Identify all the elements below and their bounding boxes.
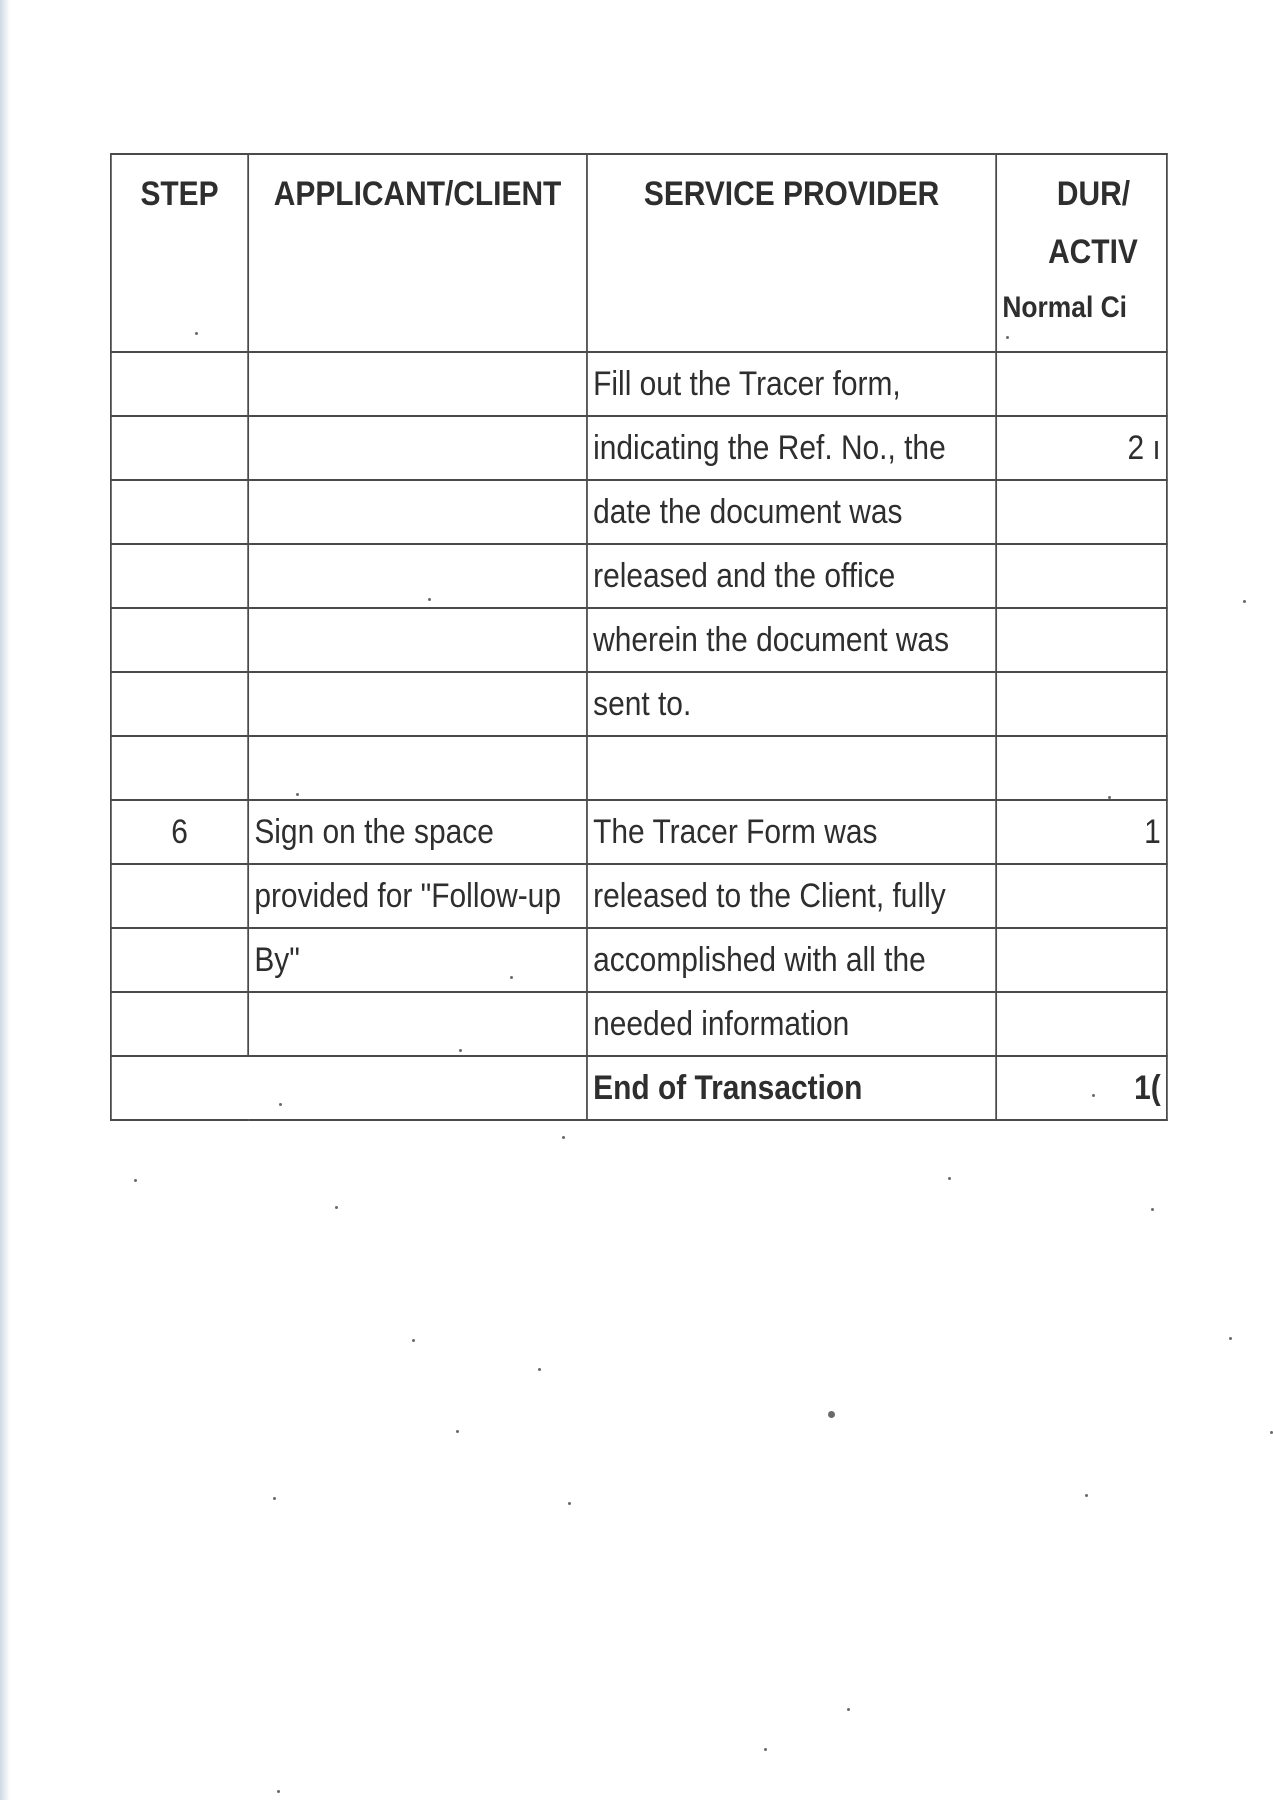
scan-speck (847, 1708, 850, 1711)
header-duration-line2: ACTIV (1048, 233, 1138, 271)
scan-speck (459, 1049, 462, 1052)
cell-duration (996, 544, 1167, 608)
table-row (111, 864, 1167, 928)
header-duration (996, 154, 1167, 352)
table-row (111, 544, 1167, 608)
cell-provider: indicating the Ref. No., the (587, 416, 996, 480)
table-row (111, 672, 1167, 736)
table-row (111, 928, 1167, 992)
scan-speck (948, 1177, 951, 1180)
cell-step: 6 (111, 800, 248, 864)
cell-provider: released to the Client, fully (587, 864, 996, 928)
scan-speck (279, 1103, 282, 1106)
scan-speck (1151, 1208, 1154, 1211)
cell-client (248, 544, 587, 608)
cell-client: Sign on the space (248, 800, 587, 864)
table-row (111, 800, 1167, 864)
cell-step (111, 608, 248, 672)
cell-duration (996, 992, 1167, 1056)
total-duration: 1( (996, 1056, 1167, 1120)
cell-step (111, 416, 248, 480)
scan-speck (510, 976, 513, 979)
cell-duration (996, 672, 1167, 736)
cell-provider: Fill out the Tracer form, (587, 352, 996, 416)
cell-step (111, 992, 248, 1056)
scan-speck (1006, 336, 1009, 339)
cell-duration: 2 ı (996, 416, 1167, 480)
table-header-row (111, 154, 1167, 352)
cell-client (248, 736, 587, 800)
cell-duration (996, 736, 1167, 800)
cell-client (248, 480, 587, 544)
process-steps-table (110, 153, 1168, 1121)
scan-speck (1092, 1094, 1095, 1097)
scan-speck (335, 1206, 338, 1209)
scan-speck (764, 1748, 767, 1751)
scan-speck (412, 1339, 415, 1342)
cell-client: By" (248, 928, 587, 992)
scan-speck (296, 793, 299, 796)
table-row (111, 480, 1167, 544)
cell-step (111, 864, 248, 928)
table-row (111, 608, 1167, 672)
scan-speck (456, 1430, 459, 1433)
scan-speck (277, 1790, 280, 1793)
scan-speck (1108, 796, 1111, 799)
scan-speck (273, 1497, 276, 1500)
cell-step (111, 928, 248, 992)
header-duration-line1: DUR/ (1056, 175, 1131, 213)
table-row (111, 992, 1167, 1056)
cell-duration (996, 480, 1167, 544)
scan-speck (134, 1179, 137, 1182)
cell-step (111, 672, 248, 736)
cell-client: provided for "Follow-up (248, 864, 587, 928)
scan-speck (1229, 1337, 1232, 1340)
cell-duration (996, 928, 1167, 992)
cell-provider: released and the office (587, 544, 996, 608)
cell-provider: wherein the document was (587, 608, 996, 672)
header-duration-line3: Normal Ci (1002, 291, 1128, 324)
cell-step (111, 352, 248, 416)
header-service-provider: SERVICE PROVIDER (587, 154, 996, 352)
scan-speck (538, 1368, 541, 1371)
cell-provider: sent to. (587, 672, 996, 736)
scan-speck (568, 1502, 571, 1505)
end-of-transaction-label: End of Transaction (587, 1056, 996, 1120)
cell-client (248, 672, 587, 736)
cell-client (248, 416, 587, 480)
cell-duration (996, 608, 1167, 672)
table-row (111, 416, 1167, 480)
scan-speck (1243, 600, 1246, 603)
cell-client (248, 352, 587, 416)
cell-duration: 1 (996, 800, 1167, 864)
cell-client (248, 992, 587, 1056)
scan-speck (828, 1411, 835, 1418)
cell-duration (996, 352, 1167, 416)
scan-speck (428, 598, 431, 601)
header-step: STEP (111, 154, 248, 352)
cell-provider: accomplished with all the (587, 928, 996, 992)
table-row (111, 352, 1167, 416)
scan-speck (562, 1136, 565, 1139)
cell-provider: The Tracer Form was (587, 800, 996, 864)
header-applicant-client: APPLICANT/CLIENT (248, 154, 587, 352)
end-of-transaction-row (111, 1056, 1167, 1120)
scan-speck (1085, 1494, 1088, 1497)
table-row (111, 736, 1167, 800)
end-row-blank (111, 1056, 587, 1120)
cell-client (248, 608, 587, 672)
cell-duration (996, 864, 1167, 928)
cell-step (111, 480, 248, 544)
cell-step (111, 736, 248, 800)
scan-edge-shadow (0, 0, 10, 1800)
scan-speck (195, 332, 198, 335)
cell-provider: date the document was (587, 480, 996, 544)
cell-provider: needed information (587, 992, 996, 1056)
cell-step (111, 544, 248, 608)
cell-provider (587, 736, 996, 800)
